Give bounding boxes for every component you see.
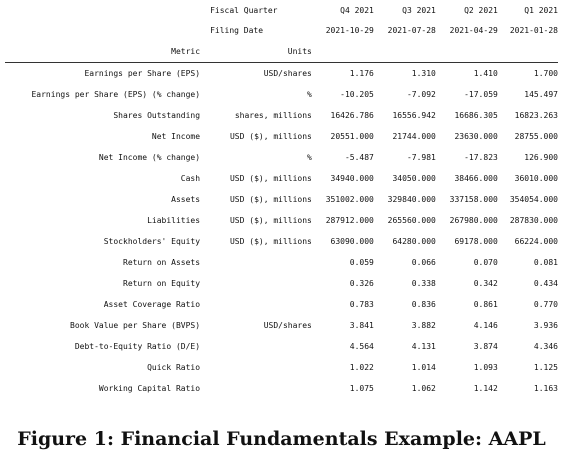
metric-column-header: Metric bbox=[171, 46, 201, 56]
table-row bbox=[5, 189, 558, 210]
value-cell: 34940.000 bbox=[330, 174, 374, 183]
value-cell: 0.326 bbox=[349, 279, 374, 288]
value-cell: 69178.000 bbox=[454, 237, 498, 246]
value-cell: 3.936 bbox=[533, 321, 558, 330]
value-cell: 267980.000 bbox=[449, 216, 498, 225]
filing-date-cell: 2021-04-29 bbox=[449, 25, 498, 35]
financial-table-container bbox=[5, 0, 558, 399]
value-cell: 145.497 bbox=[524, 90, 558, 99]
quarter-cell: Q2 2021 bbox=[464, 5, 498, 15]
metric-cell: Return on Equity bbox=[123, 279, 201, 288]
value-cell: 64280.000 bbox=[392, 237, 436, 246]
table-body bbox=[5, 0, 558, 399]
value-cell: 1.176 bbox=[349, 69, 374, 78]
units-cell: USD ($), millions bbox=[229, 195, 312, 204]
table-row bbox=[5, 84, 558, 105]
header-spacer bbox=[5, 20, 200, 40]
metric-cell: Net Income (% change) bbox=[98, 153, 201, 162]
value-cell: 1.410 bbox=[473, 69, 498, 78]
value-cell: 1.142 bbox=[473, 384, 498, 393]
units-cell: USD ($), millions bbox=[229, 237, 312, 246]
filing-date-cell: 2021-07-28 bbox=[387, 25, 436, 35]
units-cell bbox=[200, 357, 312, 378]
value-cell: 337158.000 bbox=[449, 195, 498, 204]
table-row bbox=[5, 315, 558, 336]
units-cell bbox=[200, 273, 312, 294]
units-cell: USD/shares bbox=[263, 69, 312, 78]
value-cell: 28755.000 bbox=[514, 132, 558, 141]
table-row bbox=[5, 273, 558, 294]
value-cell: 21744.000 bbox=[392, 132, 436, 141]
value-cell: 0.070 bbox=[473, 258, 498, 267]
value-cell: 23630.000 bbox=[454, 132, 498, 141]
value-cell: 351002.000 bbox=[325, 195, 374, 204]
value-cell: 0.783 bbox=[349, 300, 374, 309]
value-cell: 1.310 bbox=[411, 69, 436, 78]
value-cell: 0.059 bbox=[349, 258, 374, 267]
value-cell: 34050.000 bbox=[392, 174, 436, 183]
value-cell: 16686.305 bbox=[454, 111, 498, 120]
value-cell: 36010.000 bbox=[514, 174, 558, 183]
metric-cell: Book Value per Share (BVPS) bbox=[70, 321, 201, 330]
value-cell: 287830.000 bbox=[509, 216, 558, 225]
fiscal-quarter-row bbox=[5, 0, 558, 20]
quarter-cell: Q4 2021 bbox=[340, 5, 374, 15]
metric-cell: Earnings per Share (EPS) bbox=[84, 69, 201, 78]
financial-fundamentals-table bbox=[5, 0, 558, 399]
table-row bbox=[5, 168, 558, 189]
value-cell: 1.163 bbox=[533, 384, 558, 393]
value-cell: 1.075 bbox=[349, 384, 374, 393]
metric-cell: Earnings per Share (EPS) (% change) bbox=[31, 90, 201, 99]
table-row bbox=[5, 336, 558, 357]
column-header-row bbox=[5, 40, 558, 63]
value-cell: 66224.000 bbox=[514, 237, 558, 246]
fiscal-quarter-label: Fiscal Quarter bbox=[210, 5, 278, 15]
metric-cell: Assets bbox=[171, 195, 201, 204]
filing-date-cell: 2021-10-29 bbox=[325, 25, 374, 35]
value-cell: 0.836 bbox=[411, 300, 436, 309]
value-cell: 0.081 bbox=[533, 258, 558, 267]
quarter-cell: Q3 2021 bbox=[402, 5, 436, 15]
metric-cell: Working Capital Ratio bbox=[98, 384, 201, 393]
metric-cell: Net Income bbox=[151, 132, 201, 141]
value-cell: 1.022 bbox=[349, 363, 374, 372]
units-cell: USD ($), millions bbox=[229, 174, 312, 183]
units-column-header: Units bbox=[287, 46, 312, 56]
metric-cell: Quick Ratio bbox=[147, 363, 201, 372]
value-cell: 3.882 bbox=[411, 321, 436, 330]
units-cell bbox=[200, 252, 312, 273]
units-cell: USD/shares bbox=[263, 321, 312, 330]
value-cell: 4.564 bbox=[349, 342, 374, 351]
header-spacer bbox=[436, 40, 498, 63]
filing-date-row bbox=[5, 20, 558, 40]
filing-date-label: Filing Date bbox=[210, 25, 264, 35]
value-cell: 1.125 bbox=[533, 363, 558, 372]
metric-cell: Cash bbox=[180, 174, 201, 183]
value-cell: 0.861 bbox=[473, 300, 498, 309]
metric-cell: Debt-to-Equity Ratio (D/E) bbox=[74, 342, 201, 351]
value-cell: 3.874 bbox=[473, 342, 498, 351]
value-cell: 287912.000 bbox=[325, 216, 374, 225]
table-row bbox=[5, 378, 558, 399]
value-cell: 0.066 bbox=[411, 258, 436, 267]
table-row bbox=[5, 105, 558, 126]
value-cell: 16823.263 bbox=[514, 111, 558, 120]
value-cell: 1.014 bbox=[411, 363, 436, 372]
value-cell: 0.770 bbox=[533, 300, 558, 309]
units-cell: % bbox=[307, 90, 312, 99]
value-cell: -17.059 bbox=[464, 90, 498, 99]
value-cell: 354054.000 bbox=[509, 195, 558, 204]
value-cell: 38466.000 bbox=[454, 174, 498, 183]
header-spacer bbox=[498, 40, 558, 63]
units-cell: shares, millions bbox=[234, 111, 312, 120]
metric-cell: Shares Outstanding bbox=[113, 111, 201, 120]
value-cell: 1.700 bbox=[533, 69, 558, 78]
value-cell: 4.131 bbox=[411, 342, 436, 351]
filing-date-cell: 2021-01-28 bbox=[509, 25, 558, 35]
value-cell: 63090.000 bbox=[330, 237, 374, 246]
units-cell: USD ($), millions bbox=[229, 132, 312, 141]
metric-cell: Stockholders' Equity bbox=[103, 237, 201, 246]
value-cell: 329840.000 bbox=[387, 195, 436, 204]
metric-cell: Liabilities bbox=[147, 216, 201, 225]
metric-cell: Return on Assets bbox=[123, 258, 201, 267]
value-cell: -5.487 bbox=[344, 153, 374, 162]
value-cell: 126.900 bbox=[524, 153, 558, 162]
quarter-cell: Q1 2021 bbox=[524, 5, 558, 15]
value-cell: -7.981 bbox=[406, 153, 436, 162]
value-cell: 4.346 bbox=[533, 342, 558, 351]
value-cell: 20551.000 bbox=[330, 132, 374, 141]
value-cell: -7.092 bbox=[406, 90, 436, 99]
table-row bbox=[5, 252, 558, 273]
value-cell: 0.338 bbox=[411, 279, 436, 288]
value-cell: -10.205 bbox=[340, 90, 374, 99]
value-cell: 4.146 bbox=[473, 321, 498, 330]
units-cell: % bbox=[307, 153, 312, 162]
units-cell: USD ($), millions bbox=[229, 216, 312, 225]
table-row bbox=[5, 231, 558, 252]
table-row bbox=[5, 294, 558, 315]
header-spacer bbox=[374, 40, 436, 63]
table-row bbox=[5, 63, 558, 84]
value-cell: -17.823 bbox=[464, 153, 498, 162]
header-spacer bbox=[312, 40, 374, 63]
value-cell: 265560.000 bbox=[387, 216, 436, 225]
table-row bbox=[5, 210, 558, 231]
table-row bbox=[5, 147, 558, 168]
units-cell bbox=[200, 336, 312, 357]
value-cell: 16556.942 bbox=[392, 111, 436, 120]
value-cell: 1.062 bbox=[411, 384, 436, 393]
value-cell: 3.841 bbox=[349, 321, 374, 330]
header-spacer bbox=[5, 0, 200, 20]
table-row bbox=[5, 126, 558, 147]
value-cell: 0.434 bbox=[533, 279, 558, 288]
value-cell: 16426.786 bbox=[330, 111, 374, 120]
value-cell: 1.093 bbox=[473, 363, 498, 372]
metric-cell: Asset Coverage Ratio bbox=[103, 300, 201, 309]
units-cell bbox=[200, 294, 312, 315]
value-cell: 0.342 bbox=[473, 279, 498, 288]
units-cell bbox=[200, 378, 312, 399]
figure-caption: Figure 1: Financial Fundamentals Example: AAPL bbox=[17, 428, 546, 450]
table-row bbox=[5, 357, 558, 378]
